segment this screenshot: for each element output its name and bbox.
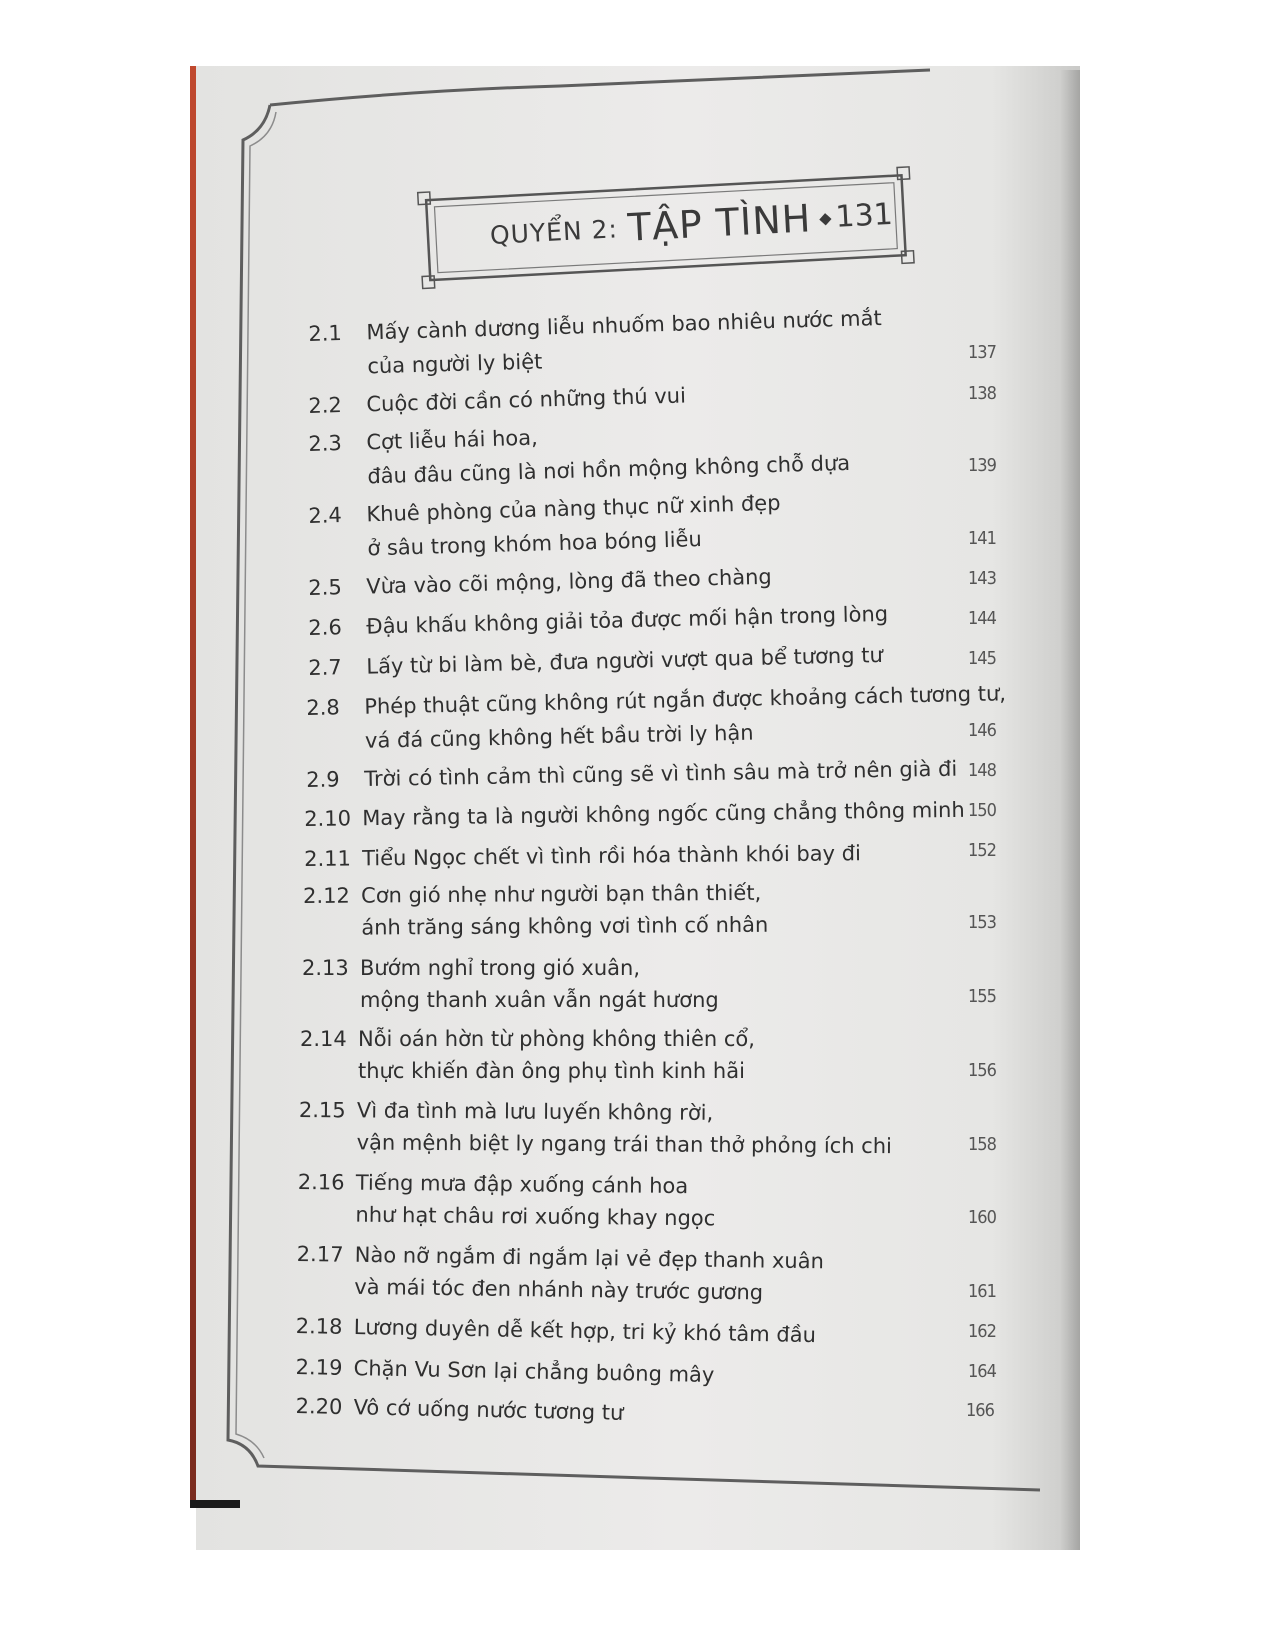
- entry-title-line: Vì đa tình mà lưu luyến không rời,: [356, 1098, 714, 1125]
- entry-number: 2.9: [306, 767, 340, 792]
- entry-number: 2.17: [296, 1241, 344, 1267]
- entry-title-line: Lấy từ bi làm bè, đưa người vượt qua bể tương tư: [366, 642, 884, 679]
- entry-title-line: Lương duyên dễ kết hợp, tri kỷ khó tâm đầu: [353, 1315, 817, 1348]
- chapter-title: TẬP TÌNH: [626, 196, 813, 250]
- entry-number: 2.7: [308, 655, 343, 680]
- entry-number: 2.5: [308, 575, 343, 600]
- entry-title-line: Tiếng mưa đập xuống cánh hoa: [355, 1170, 689, 1199]
- entry-number: 2.1: [308, 321, 343, 346]
- entry-page: 161: [968, 1281, 996, 1302]
- entry-page: 166: [966, 1400, 994, 1421]
- entry-title-line: Nỗi oán hờn từ phòng không thiên cổ,: [358, 1027, 755, 1051]
- book-label: QUYỂN 2:: [489, 213, 619, 250]
- entry-page: 150: [968, 800, 996, 821]
- entry-number: 2.8: [306, 695, 340, 720]
- entry-title-line: Khuê phòng của nàng thục nữ xinh đẹp: [366, 490, 781, 527]
- diamond-icon: ◆: [818, 207, 832, 228]
- entry-number: 2.6: [308, 615, 343, 640]
- entry-page: 158: [968, 1134, 996, 1155]
- entry-number: 2.19: [295, 1354, 343, 1380]
- entry-title-line: ở sâu trong khóm hoa bóng liễu: [367, 527, 703, 561]
- entry-title-line: vá đá cũng không hết bầu trời ly hận: [364, 720, 754, 753]
- entry-title-line: Vừa vào cõi mộng, lòng đã theo chàng: [366, 564, 773, 599]
- entry-title-line: Phép thuật cũng không rút ngắn được khoảng cách tương tư,: [364, 681, 1007, 719]
- entry-number: 2.12: [303, 883, 350, 908]
- entry-page: 148: [968, 760, 996, 781]
- entry-title-line: Cợt liễu hái hoa,: [366, 425, 539, 455]
- entry-number: 2.13: [302, 956, 349, 980]
- entry-number: 2.14: [300, 1027, 347, 1051]
- entry-title-line: Vô cớ uống nước tương tư: [353, 1395, 624, 1425]
- entry-page: 143: [968, 568, 996, 589]
- entry-title-line: mộng thanh xuân vẫn ngát hương: [360, 988, 719, 1012]
- entry-title-line: Cuộc đời cần có những thú vui: [366, 383, 687, 417]
- entry-number: 2.10: [304, 806, 352, 831]
- entry-title-line: vận mệnh biệt ly ngang trái than thở phỏng ích chi: [356, 1130, 893, 1159]
- entry-number: 2.3: [308, 431, 343, 456]
- entry-page: 137: [968, 342, 996, 363]
- entry-number: 2.15: [298, 1097, 346, 1123]
- entry-number: 2.4: [308, 503, 343, 528]
- entry-page: 155: [968, 986, 996, 1007]
- entry-page: 141: [968, 528, 996, 549]
- entry-page: 160: [968, 1207, 996, 1228]
- entry-number: 2.18: [295, 1313, 343, 1339]
- entry-title-line: Cơn gió nhẹ như người bạn thân thiết,: [361, 880, 762, 908]
- entry-page: 146: [968, 720, 996, 741]
- entry-title-line: May rằng ta là người không ngốc cũng chẳng thông minh: [362, 797, 965, 831]
- entry-title-line: và mái tóc đen nhánh này trước gương: [354, 1274, 764, 1305]
- entry-page: 139: [968, 455, 996, 476]
- entry-number: 2.11: [304, 846, 352, 871]
- entry-page: 138: [968, 383, 996, 404]
- entry-page: 153: [968, 912, 996, 933]
- entry-number: 2.2: [308, 393, 343, 418]
- entry-title-line: Chặn Vu Sơn lại chẳng buông mây: [353, 1356, 715, 1388]
- entry-title-line: Mấy cành dương liễu nhuốm bao nhiêu nước mắt: [366, 305, 882, 345]
- entry-title-line: đâu đâu cũng là nơi hồn mộng không chỗ dựa: [367, 450, 851, 489]
- entry-page: 145: [968, 648, 996, 669]
- entry-title-line: thực khiến đàn ông phụ tình kinh hãi: [358, 1059, 745, 1083]
- entry-title-line: ánh trăng sáng không vơi tình cố nhân: [361, 912, 769, 940]
- entry-page: 164: [968, 1361, 996, 1382]
- entry-page: 152: [968, 840, 996, 861]
- chapter-start-page: 131: [834, 196, 894, 235]
- entry-title-line: của người ly biệt: [367, 349, 543, 379]
- entry-page: 144: [968, 608, 996, 629]
- entry-number: 2.20: [295, 1393, 343, 1419]
- entry-title-line: Bướm nghỉ trong gió xuân,: [360, 956, 641, 980]
- entry-page: 162: [968, 1321, 996, 1342]
- entry-number: 2.16: [297, 1169, 345, 1195]
- entry-page: 156: [968, 1060, 996, 1081]
- entry-title-line: Trời có tình cảm thì cũng sẽ vì tình sâu mà trở nên già đi: [364, 756, 958, 791]
- entry-title-line: Nào nỡ ngắm đi ngắm lại vẻ đẹp thanh xuân: [354, 1242, 825, 1274]
- entry-title-line: Đậu khấu không giải tỏa được mối hận trong lòng: [366, 601, 889, 639]
- entry-title-line: như hạt châu rơi xuống khay ngọc: [355, 1202, 716, 1231]
- entry-title-line: Tiểu Ngọc chết vì tình rồi hóa thành khói bay đi: [362, 841, 861, 871]
